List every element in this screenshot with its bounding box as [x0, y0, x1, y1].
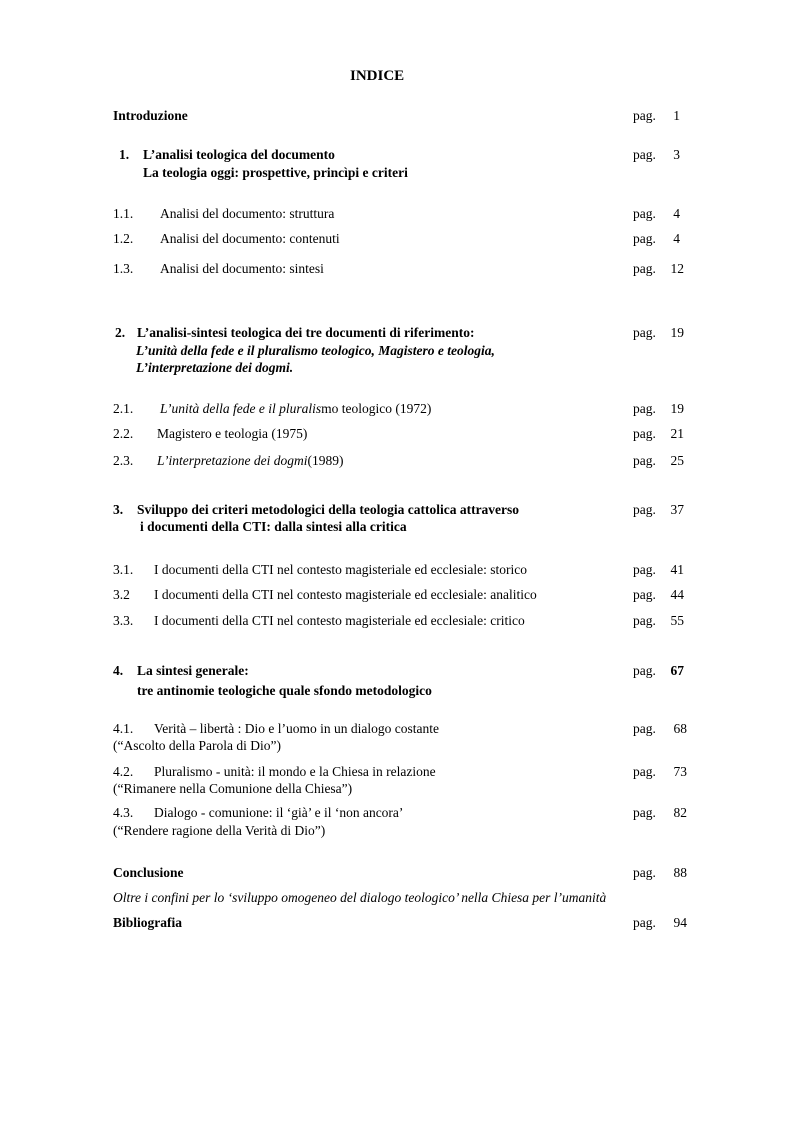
toc-item-subtext: (“Rimanere nella Comunione della Chiesa”) — [113, 781, 353, 796]
toc-ch3-subtitle: i documenti della CTI: dalla sintesi alla critica — [140, 519, 407, 534]
toc-ch2-subtitle-2: L’interpretazione dei dogmi. — [136, 360, 294, 375]
toc-pag-label: pag. — [633, 587, 656, 602]
toc-item-page: 44 — [670, 587, 684, 602]
toc-conclusion-label: Conclusione — [113, 865, 184, 880]
toc-intro-label: Introduzione — [113, 108, 188, 123]
toc-pag-label: pag. — [633, 562, 656, 577]
toc-item-number: 1.1. — [113, 206, 134, 221]
toc-pag-label: pag. — [633, 108, 656, 123]
toc-item-plain: mo teologico (1972) — [321, 401, 432, 416]
toc-item-text: Analisi del documento: contenuti — [160, 231, 340, 246]
toc-intro-page: 1 — [673, 108, 680, 123]
toc-ch2-page: 19 — [670, 325, 684, 340]
toc-ch3-page: 37 — [670, 502, 684, 517]
toc-item-number: 1.3. — [113, 261, 134, 276]
toc-pag-label: pag. — [633, 502, 656, 517]
toc-item-page: 68 — [673, 721, 687, 736]
toc-item-subtext: (“Rendere ragione della Verità di Dio”) — [113, 823, 326, 838]
toc-item-number: 2.1. — [113, 401, 134, 416]
toc-ch4-subtitle: tre antinomie teologiche quale sfondo metodologico — [137, 683, 432, 698]
toc-item-text — [160, 400, 431, 418]
page-title: INDICE — [350, 68, 405, 84]
toc-item-page: 55 — [670, 613, 684, 628]
toc-item-text — [157, 452, 343, 470]
toc-item-text: Magistero e teologia (1975) — [157, 426, 308, 441]
toc-ch1-title: L’analisi teologica del documento — [143, 147, 335, 162]
toc-pag-label: pag. — [633, 805, 656, 820]
toc-item-text: Dialogo - comunione: il ‘già’ e il ‘non ancora’ — [154, 805, 404, 820]
toc-item-number: 3.2 — [113, 587, 130, 602]
toc-item-page: 41 — [670, 562, 684, 577]
toc-item-text: I documenti della CTI nel contesto magisteriale ed ecclesiale: storico — [154, 562, 527, 577]
toc-pag-label: pag. — [633, 764, 656, 779]
toc-ch3-title: Sviluppo dei criteri metodologici della teologia cattolica attraverso — [137, 502, 520, 517]
toc-ch2-subtitle-1: L’unità della fede e il pluralismo teologico, Magistero e teologia, — [136, 343, 495, 358]
toc-bibliography-page: 94 — [673, 915, 687, 930]
toc-item-page: 73 — [673, 764, 687, 779]
toc-item-page: 19 — [670, 401, 684, 416]
toc-item-text: I documenti della CTI nel contesto magisteriale ed ecclesiale: critico — [154, 613, 525, 628]
toc-item-page: 4 — [673, 231, 680, 246]
toc-item-number: 2.2. — [113, 426, 134, 441]
toc-ch1-number: 1. — [119, 147, 130, 162]
toc-pag-label: pag. — [633, 865, 656, 880]
toc-pag-label: pag. — [633, 147, 656, 162]
toc-ch4-page: 67 — [670, 663, 684, 678]
toc-item-subtext: (“Ascolto della Parola di Dio”) — [113, 738, 281, 753]
toc-item-italic: L’interpretazione dei dogmi — [157, 453, 308, 468]
toc-item-page: 4 — [673, 206, 680, 221]
toc-item-plain: (1989) — [307, 453, 344, 468]
toc-item-number: 1.2. — [113, 231, 134, 246]
toc-pag-label: pag. — [633, 206, 656, 221]
toc-ch2-number: 2. — [115, 325, 126, 340]
toc-ch4-number: 4. — [113, 663, 124, 678]
toc-pag-label: pag. — [633, 261, 656, 276]
toc-pag-label: pag. — [633, 401, 656, 416]
toc-conclusion-subtitle: Oltre i confini per lo ‘sviluppo omogeneo del dialogo teologico’ nella Chiesa per l’umanità — [113, 890, 607, 905]
toc-item-page: 21 — [670, 426, 684, 441]
toc-item-text: Analisi del documento: sintesi — [160, 261, 324, 276]
toc-pag-label: pag. — [633, 453, 656, 468]
toc-item-italic: L’unità della fede e il pluralis — [160, 401, 322, 416]
toc-ch2-title: L’analisi-sintesi teologica dei tre documenti di riferimento: — [137, 325, 475, 340]
toc-pag-label: pag. — [633, 613, 656, 628]
toc-item-number: 4.3. — [113, 805, 134, 820]
toc-pag-label: pag. — [633, 231, 656, 246]
toc-pag-label: pag. — [633, 721, 656, 736]
toc-item-page: 82 — [673, 805, 687, 820]
toc-conclusion-page: 88 — [673, 865, 687, 880]
toc-ch1-subtitle: La teologia oggi: prospettive, princìpi e criteri — [143, 165, 408, 180]
toc-pag-label: pag. — [633, 325, 656, 340]
toc-item-text: Pluralismo - unità: il mondo e la Chiesa in relazione — [154, 764, 436, 779]
toc-pag-label: pag. — [633, 915, 656, 930]
toc-ch3-number: 3. — [113, 502, 124, 517]
toc-ch4-title: La sintesi generale: — [137, 663, 249, 678]
toc-item-page: 25 — [670, 453, 684, 468]
toc-bibliography-label: Bibliografia — [113, 915, 183, 930]
toc-item-page: 12 — [670, 261, 684, 276]
toc-ch1-page: 3 — [673, 147, 680, 162]
toc-item-text: Analisi del documento: struttura — [160, 206, 335, 221]
toc-pag-label: pag. — [633, 663, 656, 678]
toc-item-number: 2.3. — [113, 453, 134, 468]
toc-item-number: 4.1. — [113, 721, 134, 736]
toc-item-number: 4.2. — [113, 764, 134, 779]
toc-item-number: 3.1. — [113, 562, 134, 577]
toc-item-text: Verità – libertà : Dio e l’uomo in un dialogo costante — [154, 721, 439, 736]
toc-pag-label: pag. — [633, 426, 656, 441]
toc-item-number: 3.3. — [113, 613, 134, 628]
toc-item-text: I documenti della CTI nel contesto magisteriale ed ecclesiale: analitico — [154, 587, 537, 602]
